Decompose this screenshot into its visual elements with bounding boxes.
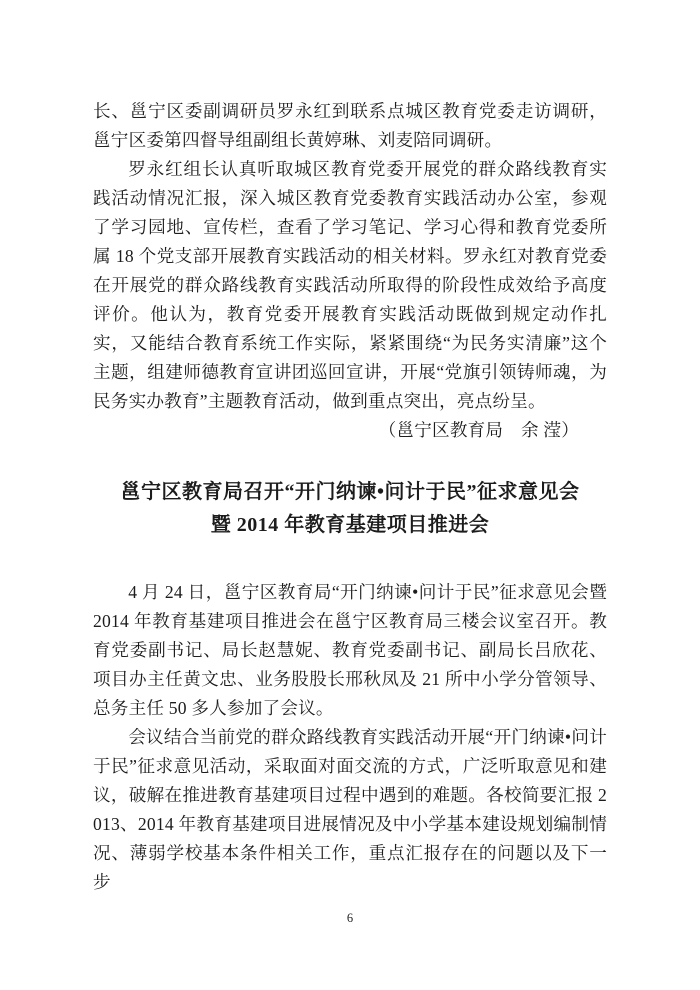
- article1-byline: （邕宁区教育局 余 滢）: [378, 420, 579, 440]
- article1-continuation-paragraph: 长、邕宁区委副调研员罗永红到联系点城区教育党委走访调研，邕宁区委第四督导组副组长黄婷琳、刘麦陪同调研。: [93, 101, 607, 150]
- article2-title-line1: 邕宁区教育局召开“开门纳谏•问计于民”征求意见会: [120, 481, 580, 503]
- article2-title-line2: 暨 2014 年教育基建项目推进会: [210, 514, 490, 536]
- article2-paragraph: 会议结合当前党的群众路线教育实践活动开展“开门纳谏•问计于民”征求意见活动，采取面对面交流的方式，广泛听取意见和建议，破解在推进教育基建项目过程中遇到的难题。各校简要汇报 2013、2014 年教育基建项目进展情况及中小学基本建设规划编制情况、薄弱学校基本条件相关工作，重点汇报存在的问题以及下一步: [93, 727, 607, 892]
- article2-title: [93, 476, 607, 542]
- article2-paragraph: 4 月 24 日，邕宁区教育局“开门纳谏•问计于民”征求意见会暨 2014 年教育基建项目推进会在邕宁区教育局三楼会议室召开。教育党委副书记、局长赵慧妮、教育党委副书记、副局长吕欣花、项目办主任黄文忠、业务股股长邢秋凤及 21 所中小学分管领导、总务主任 50 多人参加了会议。: [93, 582, 607, 718]
- article1-paragraph: 罗永红组长认真听取城区教育党委开展党的群众路线教育实践活动情况汇报，深入城区教育党委教育实践活动办公室，参观了学习园地、宣传栏，查看了学习笔记、学习心得和教育党委所属 18 个党支部开展教育实践活动的相关材料。罗永红对教育党委在开展党的群众路线教育实践活动所取得的阶段性成效给予高度评价。他认为，教育党委开展教育实践活动既做到规定动作扎实，又能结合教育系统工作实际，紧紧围绕“为民务实清廉”这个主题，组建师德教育宣讲团巡回宣讲，开展“党旗引领铸师魂，为民务实办教育”主题教育活动，做到重点突出，亮点纷呈。: [93, 159, 607, 411]
- page-content: [93, 97, 607, 897]
- page-number: 6: [346, 911, 354, 925]
